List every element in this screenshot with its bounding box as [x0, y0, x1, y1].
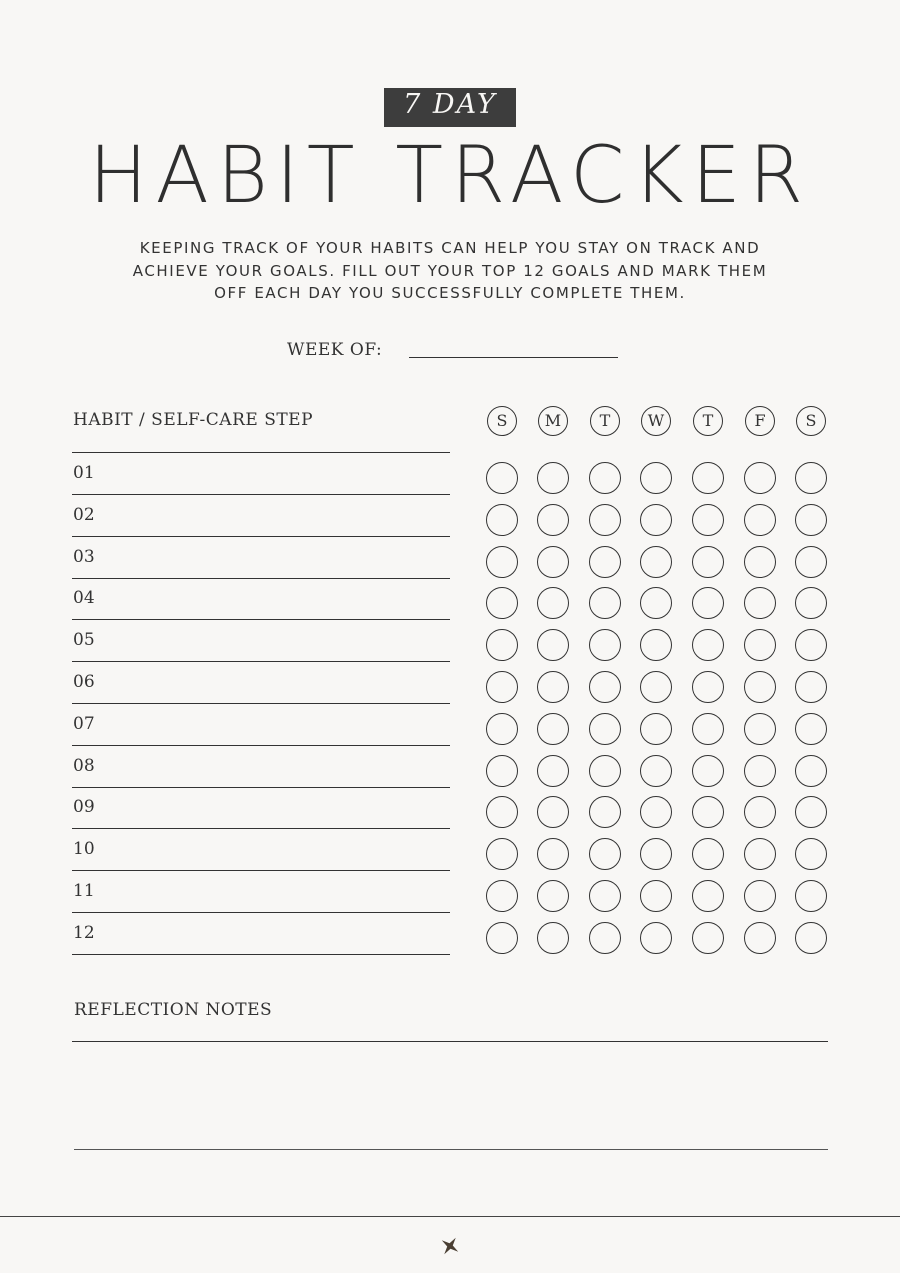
- habit-checkbox[interactable]: [486, 755, 518, 787]
- habit-checkbox[interactable]: [795, 587, 827, 619]
- habit-number: 04: [73, 588, 95, 609]
- habit-checkbox[interactable]: [486, 546, 518, 578]
- habit-checkbox[interactable]: [589, 504, 621, 536]
- habit-checkbox[interactable]: [486, 629, 518, 661]
- habit-number: 05: [73, 630, 95, 651]
- habit-number: 12: [73, 922, 95, 943]
- habit-checkbox[interactable]: [795, 838, 827, 870]
- habit-checkbox[interactable]: [537, 922, 569, 954]
- habit-checkbox[interactable]: [537, 462, 569, 494]
- habit-number: 10: [73, 839, 95, 860]
- habit-checkbox[interactable]: [537, 546, 569, 578]
- habit-checkbox[interactable]: [486, 838, 518, 870]
- day-header: M: [538, 406, 568, 436]
- habit-checkbox[interactable]: [537, 671, 569, 703]
- habit-checkbox[interactable]: [744, 922, 776, 954]
- habit-checkbox[interactable]: [486, 922, 518, 954]
- habit-checkbox[interactable]: [640, 587, 672, 619]
- habit-checkbox[interactable]: [486, 713, 518, 745]
- habit-checkbox[interactable]: [589, 796, 621, 828]
- habit-entry-line[interactable]: [72, 661, 450, 662]
- habit-checkbox[interactable]: [744, 880, 776, 912]
- habit-checkbox[interactable]: [486, 796, 518, 828]
- habit-checkbox[interactable]: [486, 880, 518, 912]
- day-header: S: [487, 406, 517, 436]
- habit-number: 03: [73, 546, 95, 567]
- footer-divider: [0, 1216, 900, 1217]
- habit-checkbox[interactable]: [744, 462, 776, 494]
- habit-checkbox[interactable]: [795, 796, 827, 828]
- habit-entry-line[interactable]: [72, 494, 450, 495]
- habit-checkbox[interactable]: [537, 629, 569, 661]
- habit-checkbox[interactable]: [795, 671, 827, 703]
- page-title: HABIT TRACKER: [88, 131, 812, 221]
- habit-checkbox[interactable]: [589, 671, 621, 703]
- habit-checkbox[interactable]: [537, 796, 569, 828]
- week-of-label: WEEK OF:: [287, 340, 383, 360]
- habit-checkbox[interactable]: [692, 922, 724, 954]
- day-header: F: [745, 406, 775, 436]
- habit-checkbox[interactable]: [537, 587, 569, 619]
- habit-checkbox[interactable]: [795, 504, 827, 536]
- week-of-field[interactable]: [409, 357, 618, 358]
- habit-checkbox[interactable]: [795, 629, 827, 661]
- habit-checkbox[interactable]: [692, 796, 724, 828]
- habit-checkbox[interactable]: [640, 838, 672, 870]
- habit-checkbox[interactable]: [692, 504, 724, 536]
- habit-checkbox[interactable]: [640, 462, 672, 494]
- habit-entry-line[interactable]: [72, 912, 450, 913]
- habit-checkbox[interactable]: [692, 587, 724, 619]
- intro-text: [80, 237, 820, 305]
- habit-checkbox[interactable]: [692, 629, 724, 661]
- habit-checkbox[interactable]: [744, 838, 776, 870]
- habit-checkbox[interactable]: [744, 546, 776, 578]
- habit-checkbox[interactable]: [640, 713, 672, 745]
- habit-checkbox[interactable]: [692, 880, 724, 912]
- habit-checkbox[interactable]: [589, 922, 621, 954]
- habit-entry-line[interactable]: [72, 745, 450, 746]
- intro-line: OFF EACH DAY YOU SUCCESSFULLY COMPLETE THEM.: [214, 284, 686, 302]
- habit-checkbox[interactable]: [640, 922, 672, 954]
- habit-checkbox[interactable]: [692, 462, 724, 494]
- habit-checkbox[interactable]: [795, 755, 827, 787]
- habit-checkbox[interactable]: [486, 587, 518, 619]
- habit-checkbox[interactable]: [744, 796, 776, 828]
- habit-number: 01: [73, 463, 95, 483]
- habit-number: 08: [73, 755, 95, 776]
- habit-entry-line[interactable]: [72, 578, 450, 579]
- habit-checkbox[interactable]: [486, 504, 518, 536]
- habit-checkbox[interactable]: [692, 546, 724, 578]
- habit-checkbox[interactable]: [537, 504, 569, 536]
- habit-checkbox[interactable]: [640, 880, 672, 912]
- day-header: T: [693, 406, 723, 436]
- habit-number: 06: [73, 672, 95, 692]
- reflection-notes-label: REFLECTION NOTES: [74, 1000, 273, 1020]
- intro-line: KEEPING TRACK OF YOUR HABITS CAN HELP YOU STAY ON TRACK AND: [139, 239, 761, 257]
- sparkle-icon: [440, 1236, 460, 1256]
- habit-checkbox[interactable]: [795, 922, 827, 954]
- habit-checkbox[interactable]: [795, 546, 827, 578]
- day-header: S: [796, 406, 826, 436]
- habit-checkbox[interactable]: [589, 462, 621, 494]
- habit-checkbox[interactable]: [744, 504, 776, 536]
- habit-number: 07: [73, 713, 95, 734]
- day-header: W: [641, 406, 671, 436]
- habit-checkbox[interactable]: [692, 671, 724, 703]
- habit-checkbox[interactable]: [589, 880, 621, 912]
- habit-checkbox[interactable]: [589, 755, 621, 787]
- habit-number: 02: [73, 504, 95, 525]
- reflection-notes-field[interactable]: [72, 1044, 828, 1148]
- habit-checkbox[interactable]: [537, 755, 569, 787]
- habit-checkbox[interactable]: [640, 629, 672, 661]
- habit-checkbox[interactable]: [640, 504, 672, 536]
- intro-line: ACHIEVE YOUR GOALS. FILL OUT YOUR TOP 12 GOALS AND MARK THEM: [132, 261, 768, 280]
- habit-entry-line[interactable]: [72, 787, 450, 788]
- habit-checkbox[interactable]: [537, 713, 569, 745]
- habit-checkbox[interactable]: [537, 880, 569, 912]
- habit-checkbox[interactable]: [744, 587, 776, 619]
- habit-checkbox[interactable]: [486, 671, 518, 703]
- day-header: T: [590, 406, 620, 436]
- habit-column-header: HABIT / SELF-CARE STEP: [73, 410, 314, 430]
- habit-checkbox[interactable]: [640, 755, 672, 787]
- header-divider: [72, 452, 450, 453]
- habit-checkbox[interactable]: [795, 880, 827, 912]
- habit-checkbox[interactable]: [744, 713, 776, 745]
- habit-entry-line[interactable]: [72, 870, 450, 871]
- habit-checkbox[interactable]: [692, 713, 724, 745]
- habit-checkbox[interactable]: [692, 838, 724, 870]
- habit-checkbox[interactable]: [795, 713, 827, 745]
- habit-checkbox[interactable]: [692, 755, 724, 787]
- habit-entry-line[interactable]: [72, 619, 450, 620]
- habit-checkbox[interactable]: [589, 629, 621, 661]
- habit-checkbox[interactable]: [589, 713, 621, 745]
- habit-checkbox[interactable]: [744, 629, 776, 661]
- habit-number: 11: [73, 881, 95, 901]
- habit-checkbox[interactable]: [795, 462, 827, 494]
- notes-top-line: [72, 1041, 828, 1042]
- habit-checkbox[interactable]: [640, 796, 672, 828]
- habit-number: 09: [73, 797, 95, 818]
- habit-checkbox[interactable]: [640, 546, 672, 578]
- habit-entry-line[interactable]: [72, 536, 450, 537]
- habit-checkbox[interactable]: [589, 838, 621, 870]
- habit-entry-line[interactable]: [72, 703, 450, 704]
- habit-checkbox[interactable]: [744, 671, 776, 703]
- habit-checkbox[interactable]: [744, 755, 776, 787]
- habit-checkbox[interactable]: [589, 587, 621, 619]
- notes-bottom-line: [74, 1149, 828, 1150]
- habit-checkbox[interactable]: [537, 838, 569, 870]
- habit-entry-line[interactable]: [72, 828, 450, 829]
- habit-checkbox[interactable]: [640, 671, 672, 703]
- habit-checkbox[interactable]: [486, 462, 518, 494]
- habit-entry-line[interactable]: [72, 954, 450, 955]
- title-badge: 7 DAY: [384, 88, 516, 127]
- habit-checkbox[interactable]: [589, 546, 621, 578]
